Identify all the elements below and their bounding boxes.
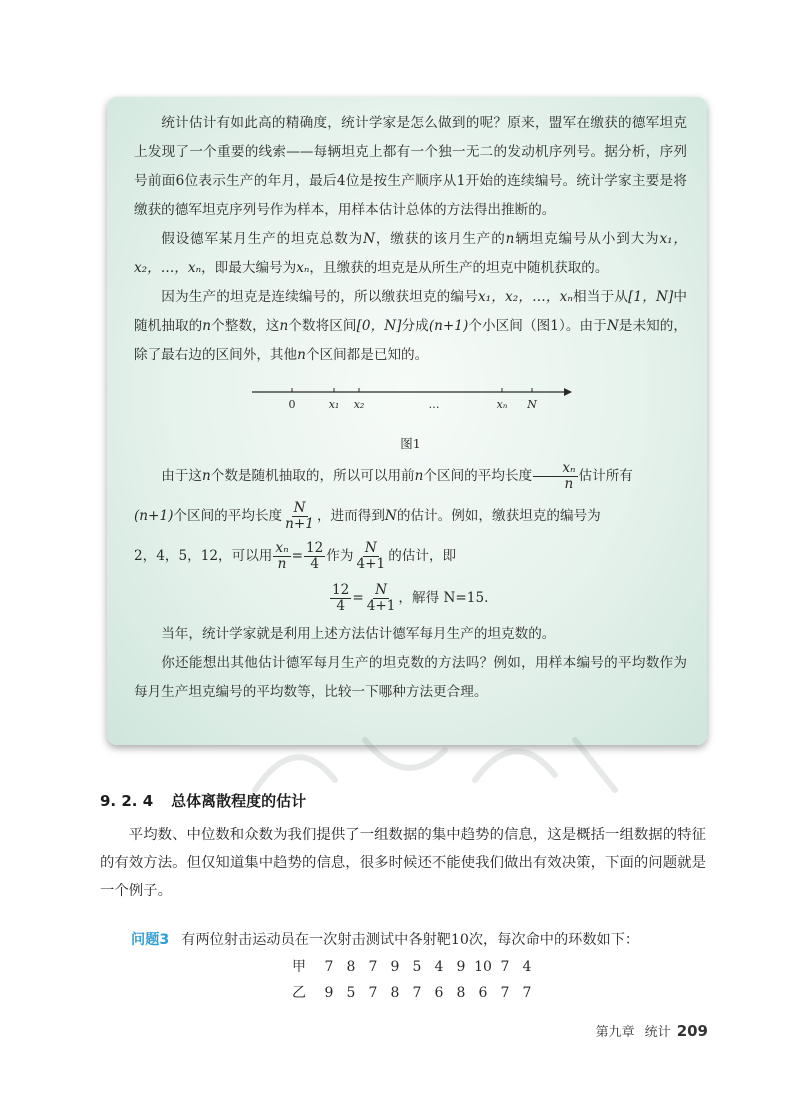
score-cell: 6	[478, 985, 488, 1001]
box-paragraph-5: (n+1)个区间的平均长度 $\frac{N}{n+1}$ ，进而得到N的估计。例如，缴获坦克的编号为	[134, 500, 601, 532]
fraction-12-over-4: $\frac{12}{4}$	[305, 540, 324, 572]
shooter-name: 甲	[292, 959, 306, 975]
watermark-logo	[215, 720, 635, 800]
fraction-N-over-4plus1-eq: $\frac{N}{4+1}$	[366, 582, 396, 614]
shooter-name: 乙	[292, 985, 306, 1001]
axis-tick-label: N	[527, 398, 537, 411]
fraction-xn-over-n: $\frac{\text{xₙ}}{n}$	[533, 461, 577, 492]
axis-tick-label: 0	[288, 398, 296, 411]
page-footer	[596, 1021, 708, 1040]
box-paragraph-3: 因为生产的坦克是连续编号的，所以缴获坦克的编号x₁，x₂，…，xₙ相当于从[1，N]中随机抽取的n个整数，这n个数将区间[0，N]分成(n+1)个小区间（图1）。由于N是未知的，除了最右边的区间外，其他n个区间都是已知的。	[134, 289, 688, 363]
box-paragraph-2: 假设德军某月生产的坦克总数为N，缴获的该月生产的n辆坦克编号从小到大为x₁，x₂，…，xₙ，即最大编号为xₙ，且缴获的坦克是从所生产的坦克中随机获取的。	[134, 231, 688, 276]
equation-line: $\frac{12}{4}$ = $\frac{N}{4+1}$ ，解得 N=15.	[332, 582, 489, 614]
box-paragraph-8: 你还能想出其他估计德军每月生产的坦克数的方法吗？例如，用样本编号的平均数作为每月生产坦克编号的平均数等，比较一下哪种方法更合理。	[134, 655, 687, 700]
score-cell: 7	[368, 985, 378, 1001]
score-cell: 5	[346, 985, 356, 1001]
fraction-12-over-4-eq: $\frac{12}{4}$	[332, 582, 350, 614]
figure-caption: 图1	[400, 436, 421, 451]
score-cell: 9	[324, 985, 334, 1001]
axis-tick-label: xₙ	[496, 398, 508, 411]
fraction-N-over-4plus1: $\frac{N}{4+1}$	[356, 540, 386, 572]
reading-box-content	[134, 109, 687, 707]
box-paragraph-7: 当年，统计学家就是利用上述方法估计德军每月生产的坦克数的。	[161, 626, 556, 642]
score-cell: 9	[390, 959, 400, 975]
box-paragraph-6: 2，4，5，12，可以用 $\frac{\text{xₙ}}{n}$ = $\frac{12}{4}$ 作为 $\frac{N}{4+1}$ 的估计，即	[134, 540, 457, 572]
section-number: 9. 2. 4	[100, 792, 154, 810]
problem-text: 有两位射击运动员在一次射击测试中各射靶10次，每次命中的环数如下：	[181, 932, 640, 948]
score-cell: 6	[434, 985, 444, 1001]
axis-tick-label: x₂	[353, 398, 365, 411]
score-row-yi	[292, 980, 538, 1006]
problem-3	[131, 927, 639, 953]
score-cell: 7	[500, 959, 510, 975]
section-title: 总体离散程度的估计	[171, 792, 307, 810]
axis-tick-label: …	[428, 398, 440, 411]
score-cell: 8	[346, 959, 356, 975]
score-cell: 8	[456, 985, 466, 1001]
number-line-figure	[134, 374, 687, 432]
score-cell: 7	[368, 959, 378, 975]
reading-box	[107, 97, 707, 745]
score-cell: 7	[500, 985, 510, 1001]
score-cell: 7	[324, 959, 334, 975]
score-cell: 5	[412, 959, 422, 975]
footer-section: 统计	[644, 1025, 671, 1040]
box-paragraph-4: 由于这n个数是随机抽取的，所以可以用前n个区间的平均长度 $\frac{\text{xₙ}}{n}$ 估计所有	[161, 460, 633, 492]
section-heading	[100, 790, 306, 811]
box-paragraph-1: 统计估计有如此高的精确度，统计学家是怎么做到的呢？原来，盟军在缴获的德军坦克上发现了一个重要的线索——每辆坦克上都有一个独一无二的发动机序列号。据分析，序列号前面6位表示生产的年月，最后4位是按生产顺序从1开始的连续编号。统计学家主要是将缴获的德军坦克序列号作为样本，用样本估计总体的方法得出推断的。	[134, 115, 687, 218]
body-text	[100, 821, 706, 905]
score-cell: 4	[522, 959, 532, 975]
score-cell: 9	[456, 959, 466, 975]
axis-tick-label: x₁	[328, 398, 340, 411]
score-cell: 7	[522, 985, 532, 1001]
score-cell: 8	[390, 985, 400, 1001]
footer-chapter: 第九章	[595, 1025, 635, 1040]
score-cell: 7	[412, 985, 422, 1001]
body-paragraph-1: 平均数、中位数和众数为我们提供了一组数据的集中趋势的信息，这是概括一组数据的特征的有效方法。但仅知道集中趋势的信息，很多时候还不能使我们做出有效决策，下面的问题就是一个例子。	[100, 827, 706, 899]
score-cell: 4	[434, 959, 444, 975]
score-cell: 10	[474, 959, 492, 975]
score-table	[292, 954, 538, 1006]
fraction-N-over-n1: $\frac{N}{n+1}$	[285, 500, 314, 532]
fraction-xn-over-n-example: $\frac{\text{xₙ}}{n}$	[275, 540, 289, 572]
problem-tag: 问题3	[131, 932, 170, 948]
score-row-jia	[292, 954, 538, 980]
page-number: 209	[676, 1022, 708, 1040]
number-line	[134, 374, 687, 432]
